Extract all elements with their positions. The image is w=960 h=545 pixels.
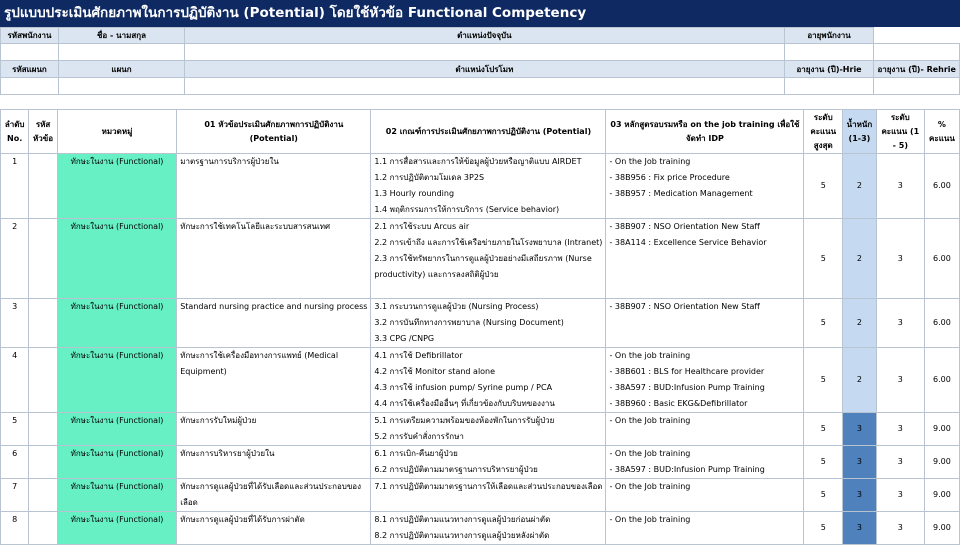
col-course-header: 03 หลักสูตรอบรมหรือ on the job training เพื่อใช้จัดทำ IDP <box>606 110 804 154</box>
table-row <box>1 512 960 545</box>
level-cell[interactable]: 3 <box>876 413 924 446</box>
cell-line: Standard nursing practice and nursing process <box>180 302 368 311</box>
employee-age-field[interactable] <box>784 44 874 61</box>
cell-line: - 38A597 : BUD:Infusion Pump Training <box>609 465 765 474</box>
service-years-hire-field[interactable] <box>784 78 874 95</box>
topic-code-cell[interactable] <box>29 154 57 219</box>
cell-line: 2.1 การใช้ระบบ Arcus air <box>374 222 470 231</box>
employee-info-table <box>0 27 960 95</box>
topic-cell <box>177 299 371 348</box>
row-number: 5 <box>1 413 29 446</box>
table-row <box>1 299 960 348</box>
course-cell <box>606 154 804 219</box>
col-criteria-header: 02 เกณฑ์การประเมินศักยภาพการปฏิบัติงาน (Potential) <box>371 110 606 154</box>
row-number: 3 <box>1 299 29 348</box>
max-score-cell: 5 <box>804 154 843 219</box>
cell-line: 4.4 การใช้เครื่องมืออื่นๆ ที่เกี่ยวข้องกับบริบทของงาน <box>374 399 555 408</box>
row-number: 6 <box>1 446 29 479</box>
topic-cell <box>177 446 371 479</box>
category-cell: ทักษะในงาน (Functional) <box>57 299 176 348</box>
max-score-cell: 5 <box>804 512 843 545</box>
cell-line: 1.2 การปฏิบัติตามโมเดล 3P2S <box>374 173 485 182</box>
cell-line: 4.1 การใช้ Defibrillator <box>374 351 463 360</box>
level-cell[interactable]: 3 <box>876 348 924 413</box>
cell-line: 8.1 การปฏิบัติตามแนวทางการดูแลผู้ป่วยก่อนผ่าตัด <box>374 515 551 524</box>
department-field[interactable] <box>58 78 184 95</box>
level-cell[interactable]: 3 <box>876 219 924 299</box>
course-cell <box>606 446 804 479</box>
table-row <box>1 348 960 413</box>
cell-line: 3.2 การบันทึกทางการพยาบาล (Nursing Document) <box>374 318 564 327</box>
cell-line: - On the Job training <box>609 157 691 166</box>
category-cell: ทักษะในงาน (Functional) <box>57 154 176 219</box>
weight-cell[interactable]: 2 <box>843 299 877 348</box>
weight-cell[interactable]: 3 <box>843 512 877 545</box>
weight-cell[interactable]: 3 <box>843 413 877 446</box>
weight-cell[interactable]: 3 <box>843 479 877 512</box>
topic-code-cell[interactable] <box>29 219 57 299</box>
cell-line: - 38B956 : Fix price Procedure <box>609 173 730 182</box>
level-cell[interactable]: 3 <box>876 512 924 545</box>
criteria-cell <box>371 512 606 545</box>
row-number: 4 <box>1 348 29 413</box>
cell-line: - 38B957 : Medication Management <box>609 189 753 198</box>
course-cell <box>606 413 804 446</box>
cell-line: ทักษะการรับใหม่ผู้ป่วย <box>180 416 257 425</box>
cell-line: Equipment) <box>180 367 227 376</box>
cell-line: 6.2 การปฏิบัติตามมาตรฐานการบริหารยาผู้ป่วย <box>374 465 538 474</box>
percent-cell: 6.00 <box>924 154 959 219</box>
cell-line: 4.2 การใช้ Monitor stand alone <box>374 367 496 376</box>
promotion-position-label: ตำแหน่งโปรโมท <box>185 61 785 78</box>
max-score-cell: 5 <box>804 446 843 479</box>
topic-cell <box>177 413 371 446</box>
cell-line: 6.1 การเบิก-คืนยาผู้ป่วย <box>374 449 458 458</box>
cell-line: - On the Job training <box>609 515 691 524</box>
cell-line: 1.1 การสื่อสารและการให้ข้อมูลผู้ป่วยหรือญาติแบบ AIRDET <box>374 157 582 166</box>
current-position-label: ตำแหน่งปัจจุบัน <box>185 28 785 44</box>
topic-cell <box>177 154 371 219</box>
cell-line: - 38B907 : NSO Orientation New Staff <box>609 302 760 311</box>
topic-cell <box>177 479 371 512</box>
category-cell: ทักษะในงาน (Functional) <box>57 479 176 512</box>
cell-line: productivity) และการลงสถิติผู้ป่วย <box>374 270 499 279</box>
max-score-cell: 5 <box>804 413 843 446</box>
header-empty-cell <box>874 28 960 44</box>
cell-line: 8.2 การปฏิบัติตามแนวทางการดูแลผู้ป่วยหลังผ่าตัด <box>374 531 550 540</box>
percent-cell: 9.00 <box>924 479 959 512</box>
cell-line: 7.1 การปฏิบัติตามมาตรฐานการให้เลือดและส่วนประกอบของเลือด <box>374 482 603 491</box>
cell-line: ทักษะการดูแลผู้ป่วยที่ได้รับการผ่าตัด <box>180 515 305 524</box>
cell-line: ทักษะการใช้เทคโนโลยีและระบบสารสนเทศ <box>180 222 331 231</box>
cell-line: ทักษะการดูแลผู้ป่วยที่ได้รับเลือดและส่วนประกอบของ <box>180 482 362 491</box>
percent-cell: 6.00 <box>924 299 959 348</box>
percent-cell: 9.00 <box>924 512 959 545</box>
topic-code-cell[interactable] <box>29 446 57 479</box>
category-cell: ทักษะในงาน (Functional) <box>57 348 176 413</box>
topic-code-cell[interactable] <box>29 348 57 413</box>
department-id-field[interactable] <box>1 78 59 95</box>
cell-line: 5.1 การเตรียมความพร้อมของห้องพักในการรับผู้ป่วย <box>374 416 555 425</box>
course-cell <box>606 219 804 299</box>
max-score-cell: 5 <box>804 479 843 512</box>
criteria-cell <box>371 348 606 413</box>
level-cell[interactable]: 3 <box>876 479 924 512</box>
topic-cell <box>177 219 371 299</box>
topic-cell <box>177 348 371 413</box>
cell-line: 2.3 การใช้ทรัพยากรในการดูแลผู้ป่วยอย่างมีเสถียรภาพ (Nurse <box>374 254 592 263</box>
course-cell <box>606 348 804 413</box>
department-id-label: รหัสแผนก <box>1 61 59 78</box>
percent-cell: 9.00 <box>924 446 959 479</box>
employee-id-field[interactable] <box>1 44 59 61</box>
col-category-header: หมวดหมู่ <box>57 110 176 154</box>
topic-code-cell[interactable] <box>29 479 57 512</box>
col-percent-header: % คะแนน <box>924 110 959 154</box>
table-row <box>1 446 960 479</box>
current-position-field[interactable] <box>185 44 785 61</box>
cell-line: 1.4 พฤติกรรมการให้การบริการ (Service behavior) <box>374 205 560 214</box>
table-row <box>1 219 960 299</box>
category-cell: ทักษะในงาน (Functional) <box>57 446 176 479</box>
col-topic-header: 01 หัวข้อประเมินศักยภาพการปฏิบัติงาน (Potential) <box>177 110 371 154</box>
employee-name-field[interactable] <box>58 44 184 61</box>
topic-cell <box>177 512 371 545</box>
topic-code-cell[interactable] <box>29 512 57 545</box>
col-code-header: รหัส หัวข้อ <box>29 110 57 154</box>
service-years-rehire-field[interactable] <box>874 78 960 95</box>
cell-line: 3.3 CPG /CNPG <box>374 334 435 343</box>
employee-name-label: ชื่อ - นามสกุล <box>58 28 184 44</box>
level-cell[interactable]: 3 <box>876 446 924 479</box>
col-weight-header: น้ำหนัก (1-3) <box>843 110 877 154</box>
competency-table <box>0 109 960 545</box>
cell-line: - 38B960 : Basic EKG&Defibrillator <box>609 399 748 408</box>
cell-line: ทักษะการบริหารยาผู้ป่วยใน <box>180 449 275 458</box>
course-cell <box>606 479 804 512</box>
table-row <box>1 479 960 512</box>
table-row <box>1 413 960 446</box>
criteria-cell <box>371 154 606 219</box>
weight-cell[interactable]: 2 <box>843 348 877 413</box>
course-cell <box>606 299 804 348</box>
criteria-cell <box>371 413 606 446</box>
percent-cell: 9.00 <box>924 413 959 446</box>
cell-line: - 38B907 : NSO Orientation New Staff <box>609 222 760 231</box>
table-row <box>1 154 960 219</box>
cell-line: - On the Job training <box>609 482 691 491</box>
cell-line: 5.2 การรับคำสั่งการรักษา <box>374 432 464 441</box>
row-number: 7 <box>1 479 29 512</box>
cell-line: เลือด <box>180 498 198 507</box>
service-years-hire-label: อายุงาน (ปี)-Hrie <box>784 61 874 78</box>
row-number: 8 <box>1 512 29 545</box>
employee-age-extra-field[interactable] <box>874 44 960 61</box>
percent-cell: 6.00 <box>924 348 959 413</box>
col-level-header: ระดับคะแนน (1 - 5) <box>876 110 924 154</box>
cell-line: 2.2 การเข้าถึง และการใช้เครือข่ายภายในโรงพยาบาล (Intranet) <box>374 238 603 247</box>
criteria-cell <box>371 219 606 299</box>
max-score-cell: 5 <box>804 348 843 413</box>
weight-cell[interactable]: 2 <box>843 219 877 299</box>
criteria-cell <box>371 446 606 479</box>
topic-code-cell[interactable] <box>29 413 57 446</box>
level-cell[interactable]: 3 <box>876 299 924 348</box>
cell-line: 1.3 Hourly rounding <box>374 189 455 198</box>
service-years-rehire-label: อายุงาน (ปี)- Rehrie <box>874 61 960 78</box>
col-max-score-header: ระดับคะแนนสูงสุด <box>804 110 843 154</box>
col-no-header: ลำดับ No. <box>1 110 29 154</box>
max-score-cell: 5 <box>804 219 843 299</box>
criteria-cell <box>371 479 606 512</box>
employee-age-label: อายุพนักงาน <box>784 28 874 44</box>
cell-line: มาตรฐานการบริการผู้ป่วยใน <box>180 157 279 166</box>
cell-line: ทักษะการใช้เครื่องมือทางการแพทย์ (Medical <box>180 351 339 360</box>
max-score-cell: 5 <box>804 299 843 348</box>
criteria-cell <box>371 299 606 348</box>
weight-cell[interactable]: 3 <box>843 446 877 479</box>
cell-line: - On the Job training <box>609 449 691 458</box>
topic-code-cell[interactable] <box>29 299 57 348</box>
category-cell: ทักษะในงาน (Functional) <box>57 219 176 299</box>
weight-cell[interactable]: 2 <box>843 154 877 219</box>
course-cell <box>606 512 804 545</box>
level-cell[interactable]: 3 <box>876 154 924 219</box>
cell-line: - On the job training <box>609 351 691 360</box>
page-title: รูปแบบประเมินศักยภาพในการปฏิบัติงาน (Potential) โดยใช้หัวข้อ Functional Competency <box>0 0 960 27</box>
percent-cell: 6.00 <box>924 219 959 299</box>
category-cell: ทักษะในงาน (Functional) <box>57 413 176 446</box>
row-number: 2 <box>1 219 29 299</box>
cell-line: - 38A114 : Excellence Service Behavior <box>609 238 767 247</box>
cell-line: - 38A597 : BUD:Infusion Pump Training <box>609 383 765 392</box>
cell-line: 4.3 การใช้ infusion pump/ Syrine pump / PCA <box>374 383 553 392</box>
cell-line: - 38B601 : BLS for Healthcare provider <box>609 367 765 376</box>
cell-line: 3.1 กระบวนการดูแลผู้ป่วย (Nursing Process) <box>374 302 539 311</box>
employee-id-label: รหัสพนักงาน <box>1 28 59 44</box>
department-label: แผนก <box>58 61 184 78</box>
category-cell: ทักษะในงาน (Functional) <box>57 512 176 545</box>
cell-line: - On the Job training <box>609 416 691 425</box>
promotion-position-field[interactable] <box>185 78 785 95</box>
row-number: 1 <box>1 154 29 219</box>
